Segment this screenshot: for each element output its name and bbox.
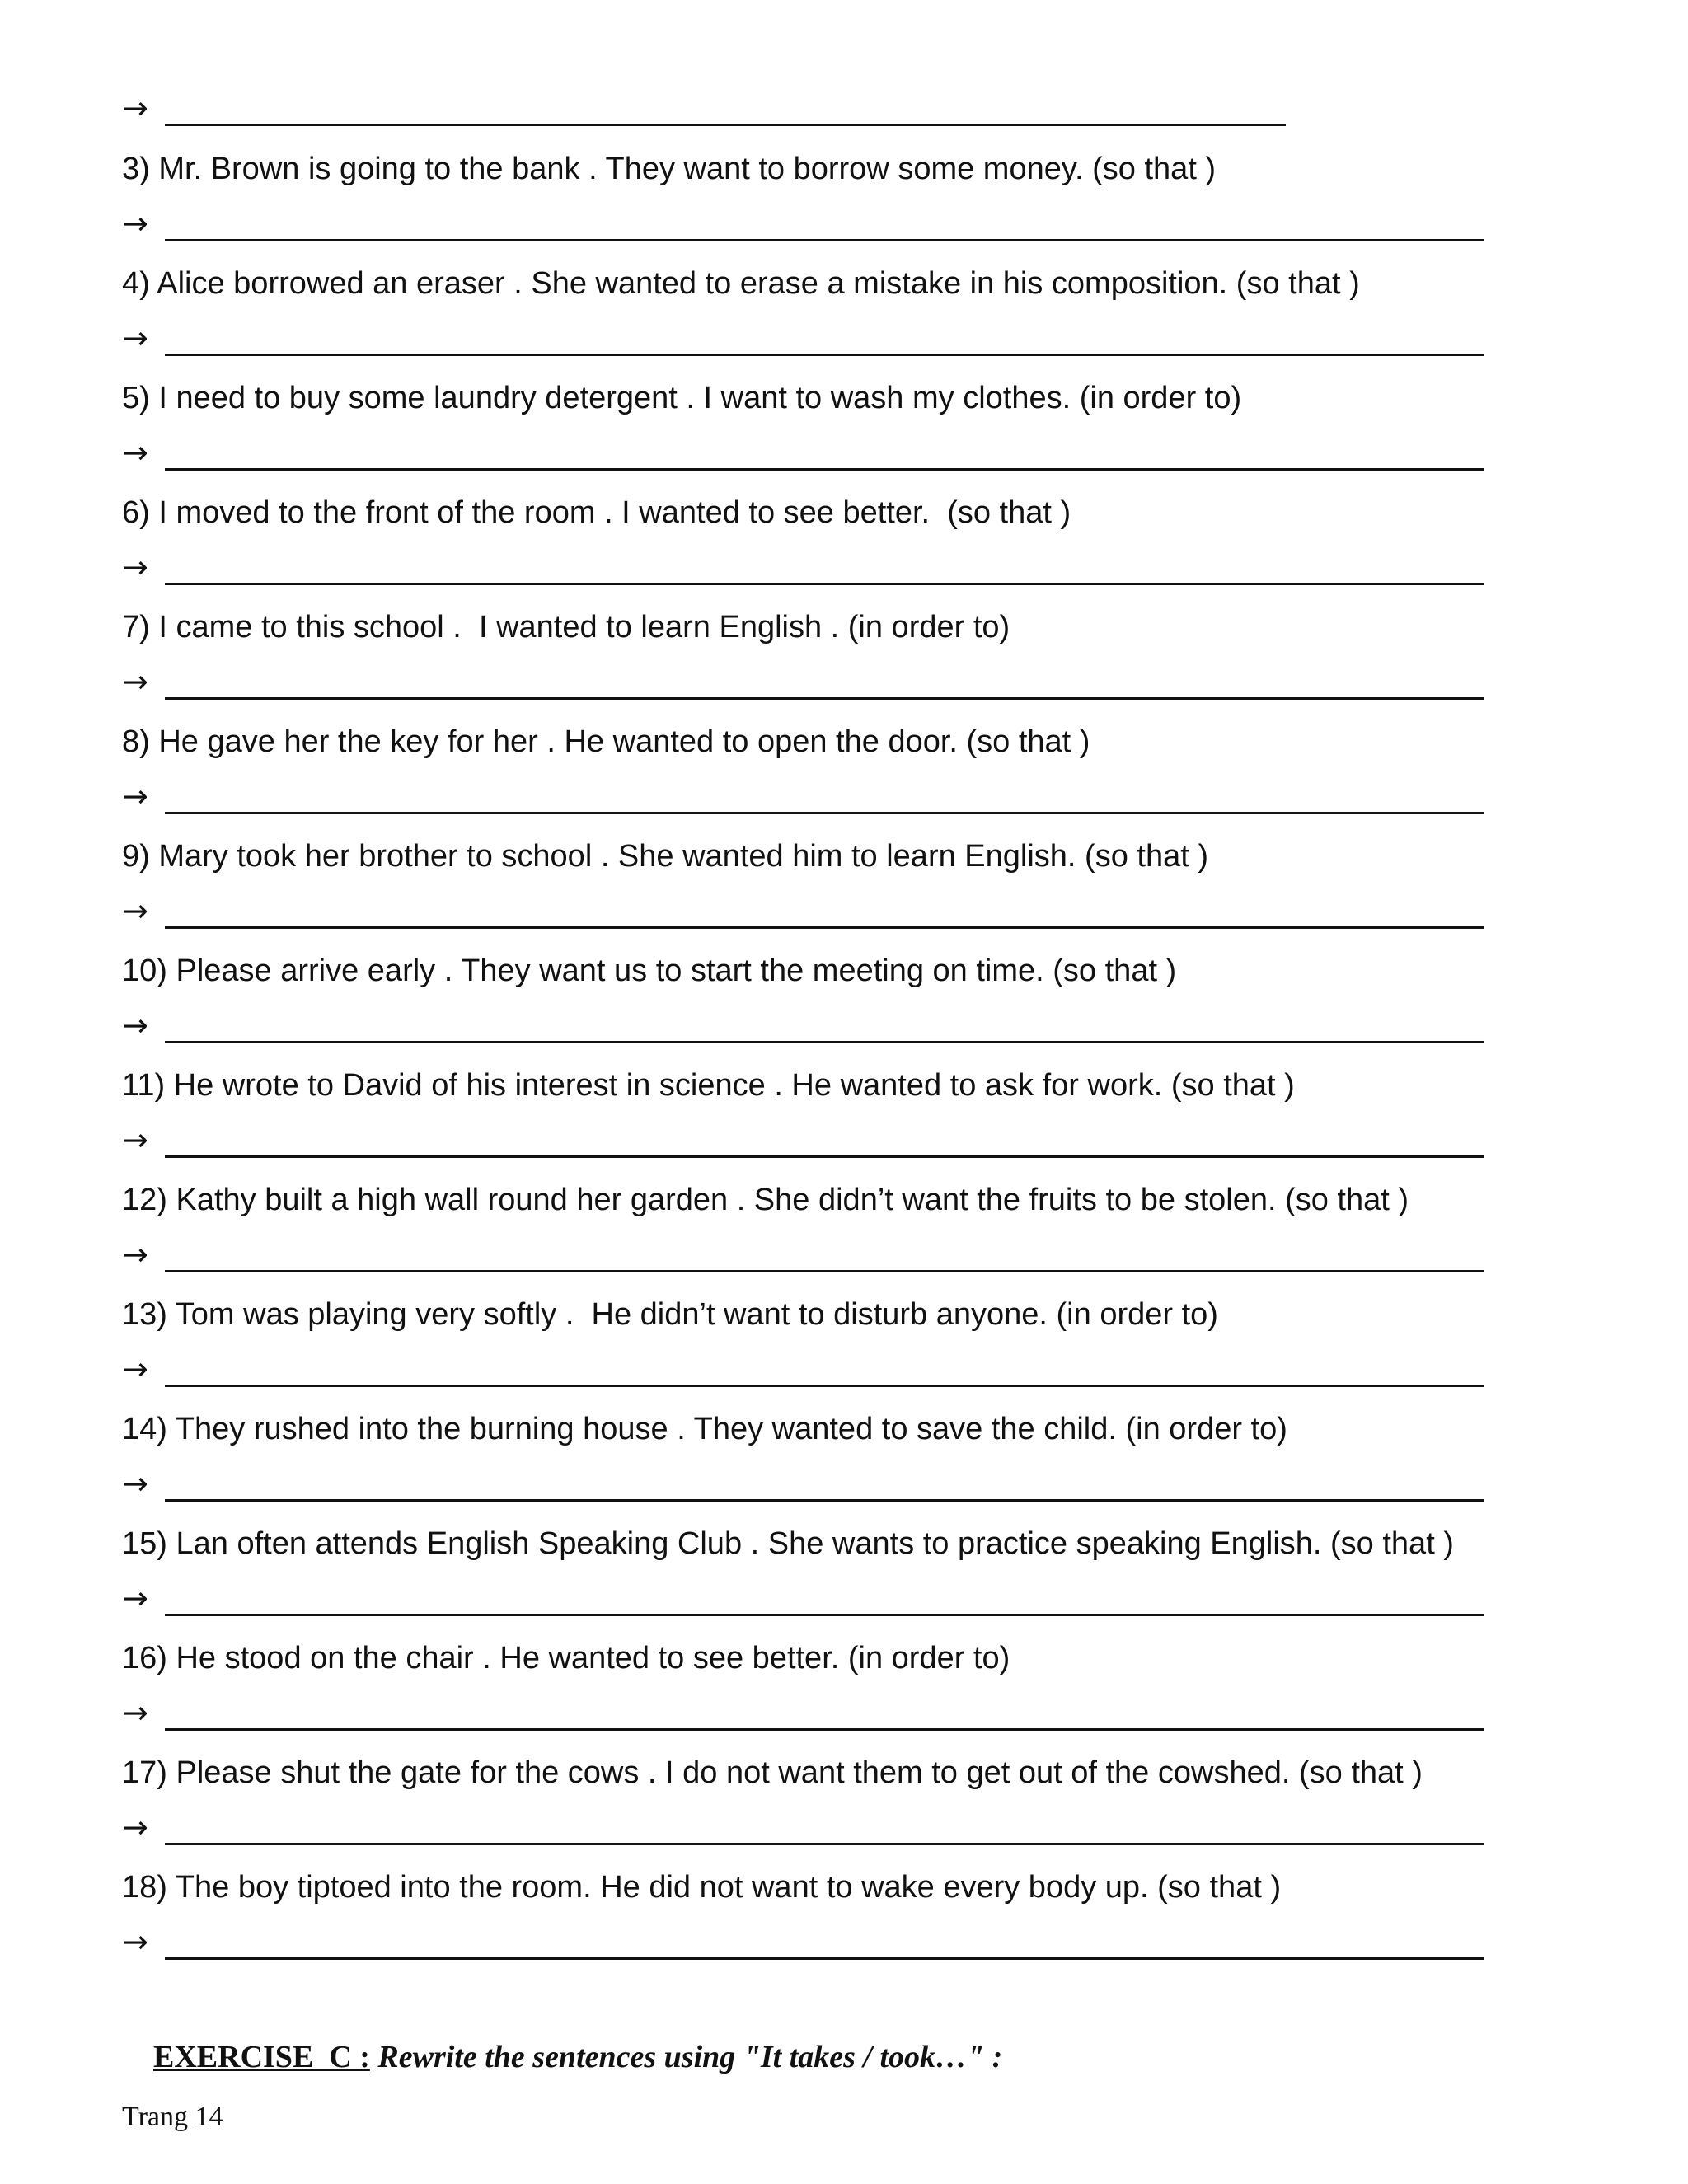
answer-row	[122, 551, 1482, 589]
arrow-icon: →	[122, 205, 148, 241]
page-number: Trang 14	[122, 2102, 223, 2132]
answer-row	[122, 1465, 1482, 1506]
question-text: 17) Please shut the gate for the cows . I do not want them to get out of the cowshed. (so that )	[122, 1755, 1423, 1790]
question-text: 3) Mr. Brown is going to the bank . They want to borrow some money. (so that )	[122, 152, 1217, 186]
answer-row	[122, 1007, 1482, 1047]
answer-line[interactable]	[165, 124, 1286, 126]
answer-line[interactable]	[165, 1155, 1484, 1158]
answer-line[interactable]	[165, 926, 1484, 929]
answer-row	[122, 895, 1482, 933]
question-text: 4) Alice borrowed an eraser . She wanted to erase a mistake in his composition. (so that )	[122, 266, 1360, 301]
arrow-icon: →	[122, 1236, 148, 1272]
answer-row	[122, 1694, 1482, 1735]
answer-line[interactable]	[165, 1041, 1484, 1043]
answer-row	[122, 92, 1482, 130]
arrow-icon: →	[122, 893, 148, 929]
answer-line[interactable]	[165, 812, 1484, 814]
arrow-icon: →	[122, 90, 148, 126]
question-text: 15) Lan often attends English Speaking Club . She wants to practice speaking English. (so that )	[122, 1526, 1454, 1561]
arrow-icon: →	[122, 1580, 148, 1616]
answer-line[interactable]	[165, 1270, 1484, 1272]
question-text: 10) Please arrive early . They want us to start the meeting on time. (so that )	[122, 954, 1177, 988]
question-text: 5) I need to buy some laundry detergent . I want to wash my clothes. (in order to)	[122, 381, 1242, 415]
arrow-icon: →	[122, 320, 148, 356]
arrow-icon: →	[122, 434, 148, 471]
answer-row	[122, 780, 1482, 818]
answer-line[interactable]	[165, 1385, 1484, 1387]
exercise-instruction: Rewrite the sentences using "It takes / took…" :	[369, 2040, 1003, 2074]
question-text: 8) He gave her the key for her . He wanted to open the door. (so that )	[122, 724, 1090, 759]
arrow-icon: →	[122, 1694, 148, 1731]
answer-row	[122, 1353, 1482, 1391]
exercise-label: EXERCISE C :	[153, 2040, 370, 2074]
arrow-icon: →	[122, 778, 148, 814]
answer-row	[122, 1236, 1482, 1277]
question-text: 13) Tom was playing very softly . He didn’t want to disturb anyone. (in order to)	[122, 1297, 1218, 1332]
arrow-icon: →	[122, 1351, 148, 1387]
exercise-heading	[122, 2003, 1002, 2111]
answer-line[interactable]	[165, 239, 1484, 241]
answer-line[interactable]	[165, 583, 1484, 585]
answer-line[interactable]	[165, 468, 1484, 471]
answer-row	[122, 1582, 1482, 1620]
arrow-icon: →	[122, 1122, 148, 1158]
answer-row	[122, 322, 1482, 360]
question-text: 7) I came to this school . I wanted to learn English . (in order to)	[122, 610, 1010, 644]
answer-row	[122, 434, 1482, 475]
answer-row	[122, 205, 1482, 246]
answer-line[interactable]	[165, 354, 1484, 356]
question-text: 18) The boy tiptoed into the room. He did not want to wake every body up. (so that )	[122, 1870, 1282, 1905]
answer-row	[122, 1124, 1482, 1162]
answer-line[interactable]	[165, 1614, 1484, 1616]
answer-line[interactable]	[165, 1728, 1484, 1731]
question-text: 12) Kathy built a high wall round her garden . She didn’t want the fruits to be stolen. (so that )	[122, 1183, 1409, 1217]
arrow-icon: →	[122, 1465, 148, 1502]
arrow-icon: →	[122, 663, 148, 700]
answer-line[interactable]	[165, 697, 1484, 700]
answer-line[interactable]	[165, 1843, 1484, 1845]
answer-line[interactable]	[165, 1957, 1484, 1960]
answer-row	[122, 1811, 1482, 1849]
question-text: 14) They rushed into the burning house . They wanted to save the child. (in order to)	[122, 1412, 1287, 1446]
answer-row	[122, 663, 1482, 704]
arrow-icon: →	[122, 1809, 148, 1845]
answer-line[interactable]	[165, 1499, 1484, 1502]
arrow-icon: →	[122, 549, 148, 585]
question-text: 16) He stood on the chair . He wanted to see better. (in order to)	[122, 1641, 1010, 1675]
question-text: 6) I moved to the front of the room . I wanted to see better. (so that )	[122, 495, 1071, 530]
question-text: 9) Mary took her brother to school . She wanted him to learn English. (so that )	[122, 839, 1208, 874]
answer-row	[122, 1926, 1482, 1964]
question-text: 11) He wrote to David of his interest in science . He wanted to ask for work. (so that )	[122, 1068, 1295, 1103]
arrow-icon: →	[122, 1924, 148, 1960]
arrow-icon: →	[122, 1007, 148, 1043]
